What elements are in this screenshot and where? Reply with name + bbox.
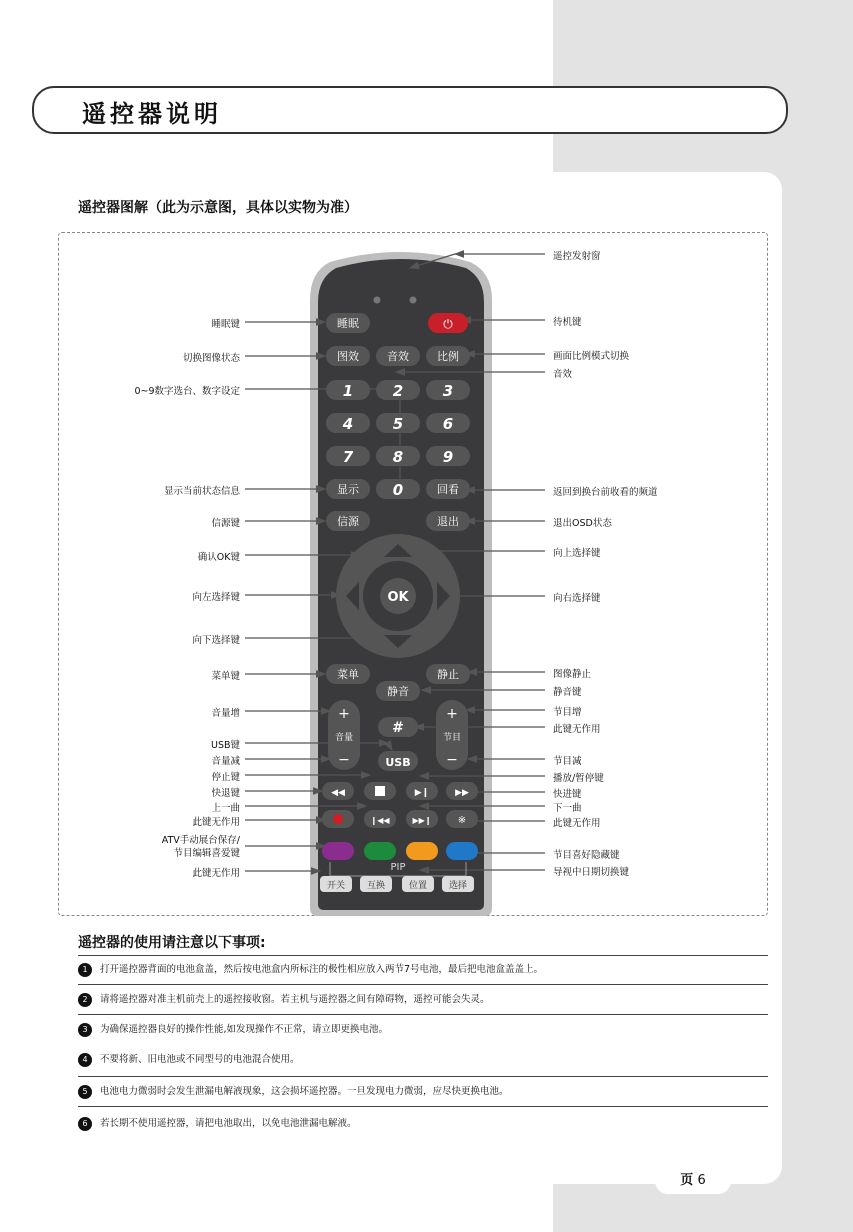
- note-number-icon: 2: [78, 993, 92, 1007]
- right-label: 节目喜好隐藏键: [553, 850, 620, 861]
- volume-up-icon: +: [338, 706, 350, 722]
- left-label: 确认OK键: [197, 552, 240, 563]
- note-number-icon: 1: [78, 963, 92, 977]
- next-icon: ▶▶❙: [412, 816, 432, 825]
- sound-mode-label: 音效: [387, 350, 409, 363]
- right-label: 音效: [553, 369, 573, 380]
- digit-label: 7: [342, 448, 354, 466]
- note-number-icon: 6: [78, 1117, 92, 1131]
- stop-icon: [375, 786, 385, 796]
- divider: [78, 1076, 768, 1077]
- page-label: 页: [680, 1173, 694, 1188]
- digit-label: 2: [392, 382, 404, 400]
- left-label: USB键: [210, 740, 240, 751]
- notes-title: 遥控器的使用请注意以下事项:: [78, 935, 266, 951]
- previous-icon: ❙◀◀: [370, 816, 390, 825]
- menu-label: 菜单: [337, 668, 359, 681]
- left-label: 显示当前状态信息: [163, 486, 240, 497]
- note-number-icon: 4: [78, 1053, 92, 1067]
- orange-button[interactable]: [406, 842, 438, 860]
- right-label: 节目减: [553, 756, 582, 767]
- asterisk-icon: ※: [457, 815, 467, 826]
- volume-label: 音量: [334, 733, 354, 743]
- note-item: 6 若长期不使用遥控器，请把电池取出，以免电池泄漏电解液。: [78, 1110, 768, 1138]
- right-label: 遥控发射窗: [553, 251, 601, 262]
- page-number: 6: [697, 1173, 706, 1188]
- diagram-title: 遥控器图解（此为示意图，具体以实物为准）: [78, 200, 358, 216]
- picture-mode-label: 图效: [337, 350, 359, 363]
- power-icon: ⏻: [443, 317, 453, 331]
- right-label: 待机键: [553, 317, 582, 328]
- right-label: 画面比例模式切换: [553, 351, 630, 362]
- right-label: 此键无作用: [553, 818, 601, 829]
- left-label: 此键无作用: [192, 868, 240, 879]
- right-label: 图像静止: [553, 669, 592, 680]
- right-label: 返回到换台前收看的频道: [553, 487, 658, 498]
- ok-label: OK: [387, 590, 409, 605]
- source-label: 信源: [337, 515, 359, 528]
- left-label: 睡眠键: [211, 319, 240, 330]
- pip-swap-label: 互换: [366, 881, 386, 891]
- right-label: 退出OSD状态: [553, 518, 612, 529]
- exit-label: 退出: [437, 515, 459, 528]
- note-item: 2 请将遥控器对准主机前壳上的遥控接收窗。若主机与遥控器之间有障碍物，遥控可能会失灵。: [78, 986, 768, 1015]
- record-icon: [333, 814, 343, 824]
- indicator-led: [374, 297, 381, 304]
- digit-label: 0: [392, 481, 404, 499]
- play-pause-icon: ▶❙: [414, 788, 430, 798]
- right-label: 下一曲: [553, 803, 582, 814]
- note-number-icon: 5: [78, 1085, 92, 1099]
- digit-label: 5: [392, 415, 404, 433]
- left-label: 信源键: [211, 518, 240, 529]
- left-label: 菜单键: [211, 671, 240, 682]
- purple-button[interactable]: [322, 842, 354, 860]
- right-label: 此键无作用: [553, 724, 601, 735]
- digit-label: 4: [342, 415, 354, 433]
- right-label: 导视中日期切换键: [553, 867, 630, 878]
- left-label: 0~9数字选台、数字设定: [134, 386, 240, 397]
- page-title: 遥控器说明: [82, 99, 222, 128]
- left-label: 切换图像状态: [182, 353, 240, 364]
- pip-label: PIP: [390, 862, 406, 873]
- blue-button[interactable]: [446, 842, 478, 860]
- mute-label: 静音: [387, 685, 409, 698]
- fast-forward-icon: ▶▶: [455, 788, 469, 798]
- note-number-icon: 3: [78, 1023, 92, 1037]
- digit-label: 8: [392, 448, 404, 466]
- right-label: 静音键: [553, 687, 582, 698]
- pip-select-label: 选择: [448, 881, 468, 891]
- aspect-ratio-label: 比例: [437, 350, 459, 363]
- digit-label: 1: [342, 382, 354, 400]
- left-label: 向左选择键: [192, 592, 240, 603]
- note-item: 1 打开遥控器背面的电池盒盖，然后按电池盒内所标注的极性相应放入两节7号电池，最后把电池盒盖盖上。: [78, 956, 768, 985]
- note-item: 3 为确保遥控器良好的操作性能,如发现操作不正常，请立即更换电池。: [78, 1016, 768, 1044]
- channel-label: 节目: [442, 733, 462, 743]
- left-label: 节目编辑喜爱键: [173, 848, 240, 859]
- left-label: 音量增: [211, 708, 240, 719]
- right-label: 向右选择键: [553, 593, 601, 604]
- channel-down-icon: −: [446, 752, 458, 768]
- digit-label: 3: [442, 382, 454, 400]
- left-label: ATV手动展台保存/: [161, 835, 240, 846]
- hash-label: #: [392, 720, 404, 736]
- left-label: 此键无作用: [192, 817, 240, 828]
- left-label: 音量减: [211, 756, 240, 767]
- pip-position-label: 位置: [408, 881, 428, 891]
- recall-label: 回看: [437, 483, 459, 496]
- green-button[interactable]: [364, 842, 396, 860]
- channel-up-icon: +: [446, 706, 458, 722]
- left-label: 向下选择键: [192, 635, 240, 646]
- right-label: 快进键: [553, 789, 582, 800]
- right-label: 向上选择键: [553, 548, 601, 559]
- right-label: 播放/暂停键: [553, 773, 604, 784]
- digit-label: 9: [442, 448, 454, 466]
- note-item: 4 不要将新、旧电池或不同型号的电池混合使用。: [78, 1046, 768, 1074]
- left-label: 快退键: [211, 788, 240, 799]
- digit-label: 6: [442, 415, 454, 433]
- sleep-button-label: 睡眠: [337, 317, 359, 330]
- pip-onoff-label: 开关: [326, 881, 346, 891]
- freeze-label: 静止: [437, 668, 459, 681]
- volume-down-icon: −: [338, 752, 350, 768]
- left-label: 停止键: [211, 772, 240, 783]
- rewind-icon: ◀◀: [331, 788, 345, 798]
- indicator-led: [410, 297, 417, 304]
- usb-label: USB: [385, 756, 411, 769]
- note-item: 5 电池电力微弱时会发生泄漏电解液现象，这会损坏遥控器。一旦发现电力微弱，应尽快更换电池。: [78, 1078, 768, 1107]
- display-label: 显示: [337, 483, 359, 496]
- right-label: 节目增: [553, 707, 582, 718]
- left-label: 上一曲: [211, 803, 240, 814]
- page-number-badge: [655, 1168, 731, 1194]
